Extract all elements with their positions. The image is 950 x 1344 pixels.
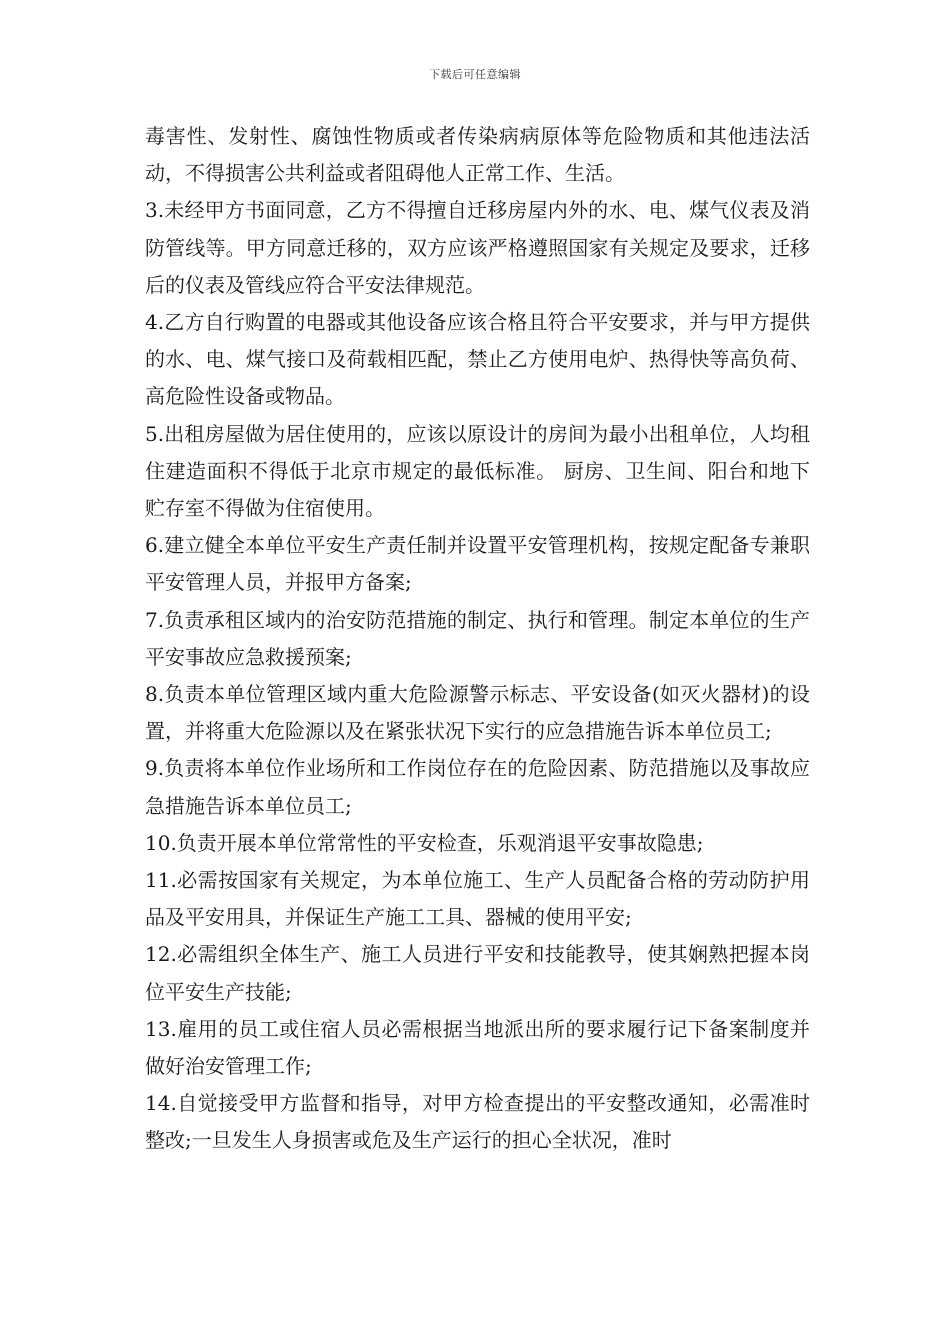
paragraph-item-13: 13.雇用的员工或住宿人员必需根据当地派出所的要求履行记下备案制度并做好治安管理工作; [145,1016,810,1079]
paragraph-item-9: 9.负责将本单位作业场所和工作岗位存在的危险因素、防范措施以及事故应急措施告诉本单位员工; [145,756,810,818]
paragraph-item-12: 12.必需组织全体生产、施工人员进行平安和技能教导，使其娴熟把握本岗位平安生产技能; [145,942,810,1004]
paragraph-item-3: 3.未经甲方书面同意，乙方不得擅自迁移房屋内外的水、电、煤气仪表及消防管线等。甲方同意迁移的，双方应该严格遵照国家有关规定及要求，迁移后的仪表及管线应符合平安法律规范。 [145,198,810,297]
page-header: 下载后可任意编辑 [429,68,521,81]
paragraph-item-14: 14.自觉接受甲方监督和指导，对甲方检查提出的平安整改通知，必需准时整改;一旦发生人身损害或危及生产运行的担心全状况，准时 [145,1091,810,1153]
paragraph: 毒害性、发射性、腐蚀性物质或者传染病病原体等危险物质和其他违法活动，不得损害公共利益或者阻碍他人正常工作、生活。 [145,124,810,186]
document-body [145,118,810,1160]
paragraph-item-8: 8.负责本单位管理区域内重大危险源警示标志、平安设备(如灭火器材)的设置，并将重大危险源以及在紧张状况下实行的应急措施告诉本单位员工; [145,682,810,744]
paragraph-item-10: 10.负责开展本单位常常性的平安检查，乐观消退平安事故隐患; [145,830,704,855]
paragraph-item-11: 11.必需按国家有关规定，为本单位施工、生产人员配备合格的劳动防护用品及平安用具，并保证生产施工工具、器械的使用平安; [145,868,810,930]
paragraph-item-6: 6.建立健全本单位平安生产责任制并设置平安管理机构，按规定配备专兼职平安管理人员，并报甲方备案; [145,533,810,595]
paragraph-item-7: 7.负责承租区域内的治安防范措施的制定、执行和管理。制定本单位的生产平安事故应急救援预案; [145,607,810,669]
paragraph-item-4: 4.乙方自行购置的电器或其他设备应该合格且符合平安要求，并与甲方提供的水、电、煤气接口及荷载相匹配，禁止乙方使用电炉、热得快等高负荷、高危险性设备或物品。 [145,310,810,409]
paragraph-item-5: 5.出租房屋做为居住使用的，应该以原设计的房间为最小出租单位，人均租住建造面积不得低于北京市规定的最低标准。 厨房、卫生间、阳台和地下贮存室不得做为住宿使用。 [145,421,810,521]
